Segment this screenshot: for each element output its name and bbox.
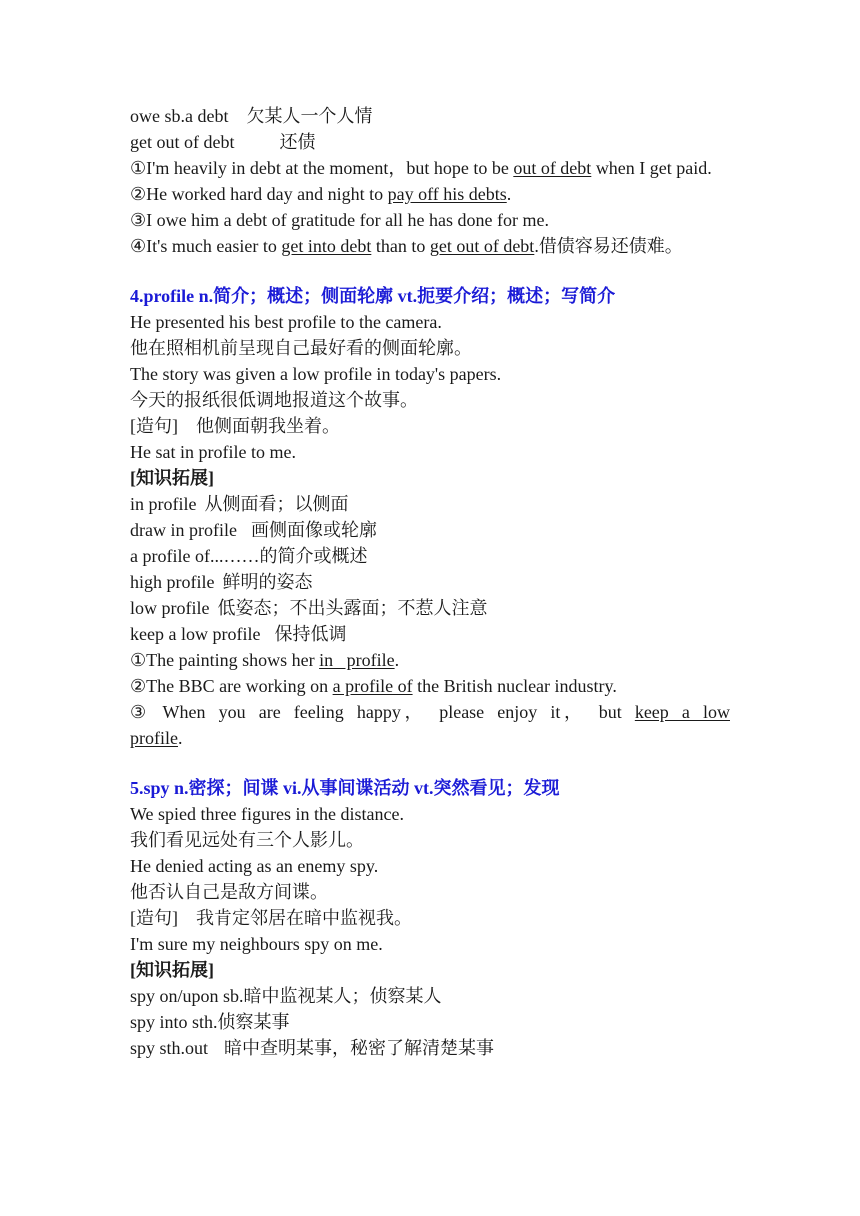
section-heading: 4.profile n.简介；概述；侧面轮廓 vt.扼要介绍；概述；写简介 <box>130 286 616 306</box>
debt-section <box>130 103 730 259</box>
sentence: [造句] 我肯定邻居在暗中监视我。 <box>130 908 412 928</box>
sentence: We spied three figures in the distance. <box>130 804 404 824</box>
sentence: He sat in profile to me. <box>130 442 296 462</box>
sentence: 今天的报纸很低调地报道这个故事。 <box>130 390 418 410</box>
sentence: 他在照相机前呈现自己最好看的侧面轮廓。 <box>130 338 472 358</box>
expand-label: [知识拓展] <box>130 960 214 980</box>
example-sentence: ③I owe him a debt of gratitude for all he has done for me. <box>130 210 550 230</box>
document-page <box>130 103 730 1061</box>
expression-line: high profile 鲜明的姿态 <box>130 572 313 592</box>
expression-zh: 欠某人一个人情 <box>246 106 373 126</box>
expression-line: in profile 从侧面看；以侧面 <box>130 494 349 514</box>
sentence: 我们看见远处有三个人影儿。 <box>130 830 364 850</box>
sentence: I'm sure my neighbours spy on me. <box>130 934 383 954</box>
profile-section <box>130 283 730 751</box>
expression-line <box>130 129 730 155</box>
expression-en: owe sb.a debt <box>130 106 229 126</box>
example-sentence: ③ When you are feeling happy， please enjoy it， but keep a low profile. <box>130 702 730 748</box>
expression-line: spy sth.out 暗中查明某事，秘密了解清楚某事 <box>130 1038 495 1058</box>
expression-line: a profile of...……的简介或概述 <box>130 546 368 566</box>
section-heading: 5.spy n.密探；间谍 vi.从事间谍活动 vt.突然看见；发现 <box>130 778 560 798</box>
expression-line: low profile 低姿态；不出头露面；不惹人注意 <box>130 598 488 618</box>
example-sentence: ②The BBC are working on a profile of the British nuclear industry. <box>130 676 617 696</box>
expression-en: get out of debt <box>130 132 235 152</box>
expand-label: [知识拓展] <box>130 468 214 488</box>
expression-line <box>130 103 730 129</box>
expression-zh: 还债 <box>279 132 316 152</box>
example-sentence: ①I'm heavily in debt at the moment，but hope to be out of debt when I get paid. <box>130 158 712 178</box>
expression-line: keep a low profile 保持低调 <box>130 624 347 644</box>
sentence: He presented his best profile to the camera. <box>130 312 442 332</box>
example-sentence: ④It's much easier to get into debt than to get out of debt.借债容易还债难。 <box>130 236 683 256</box>
sentence: He denied acting as an enemy spy. <box>130 856 379 876</box>
sentence: The story was given a low profile in today's papers. <box>130 364 502 384</box>
example-sentence: ②He worked hard day and night to pay off his debts. <box>130 184 512 204</box>
expression-line: spy into sth.侦察某事 <box>130 1012 290 1032</box>
example-sentence: ①The painting shows her in profile. <box>130 650 400 670</box>
expression-line: spy on/upon sb.暗中监视某人；侦察某人 <box>130 986 442 1006</box>
sentence: 他否认自己是敌方间谍。 <box>130 882 328 902</box>
spy-section <box>130 775 730 1061</box>
expression-line: draw in profile 画侧面像或轮廓 <box>130 520 377 540</box>
sentence: [造句] 他侧面朝我坐着。 <box>130 416 340 436</box>
